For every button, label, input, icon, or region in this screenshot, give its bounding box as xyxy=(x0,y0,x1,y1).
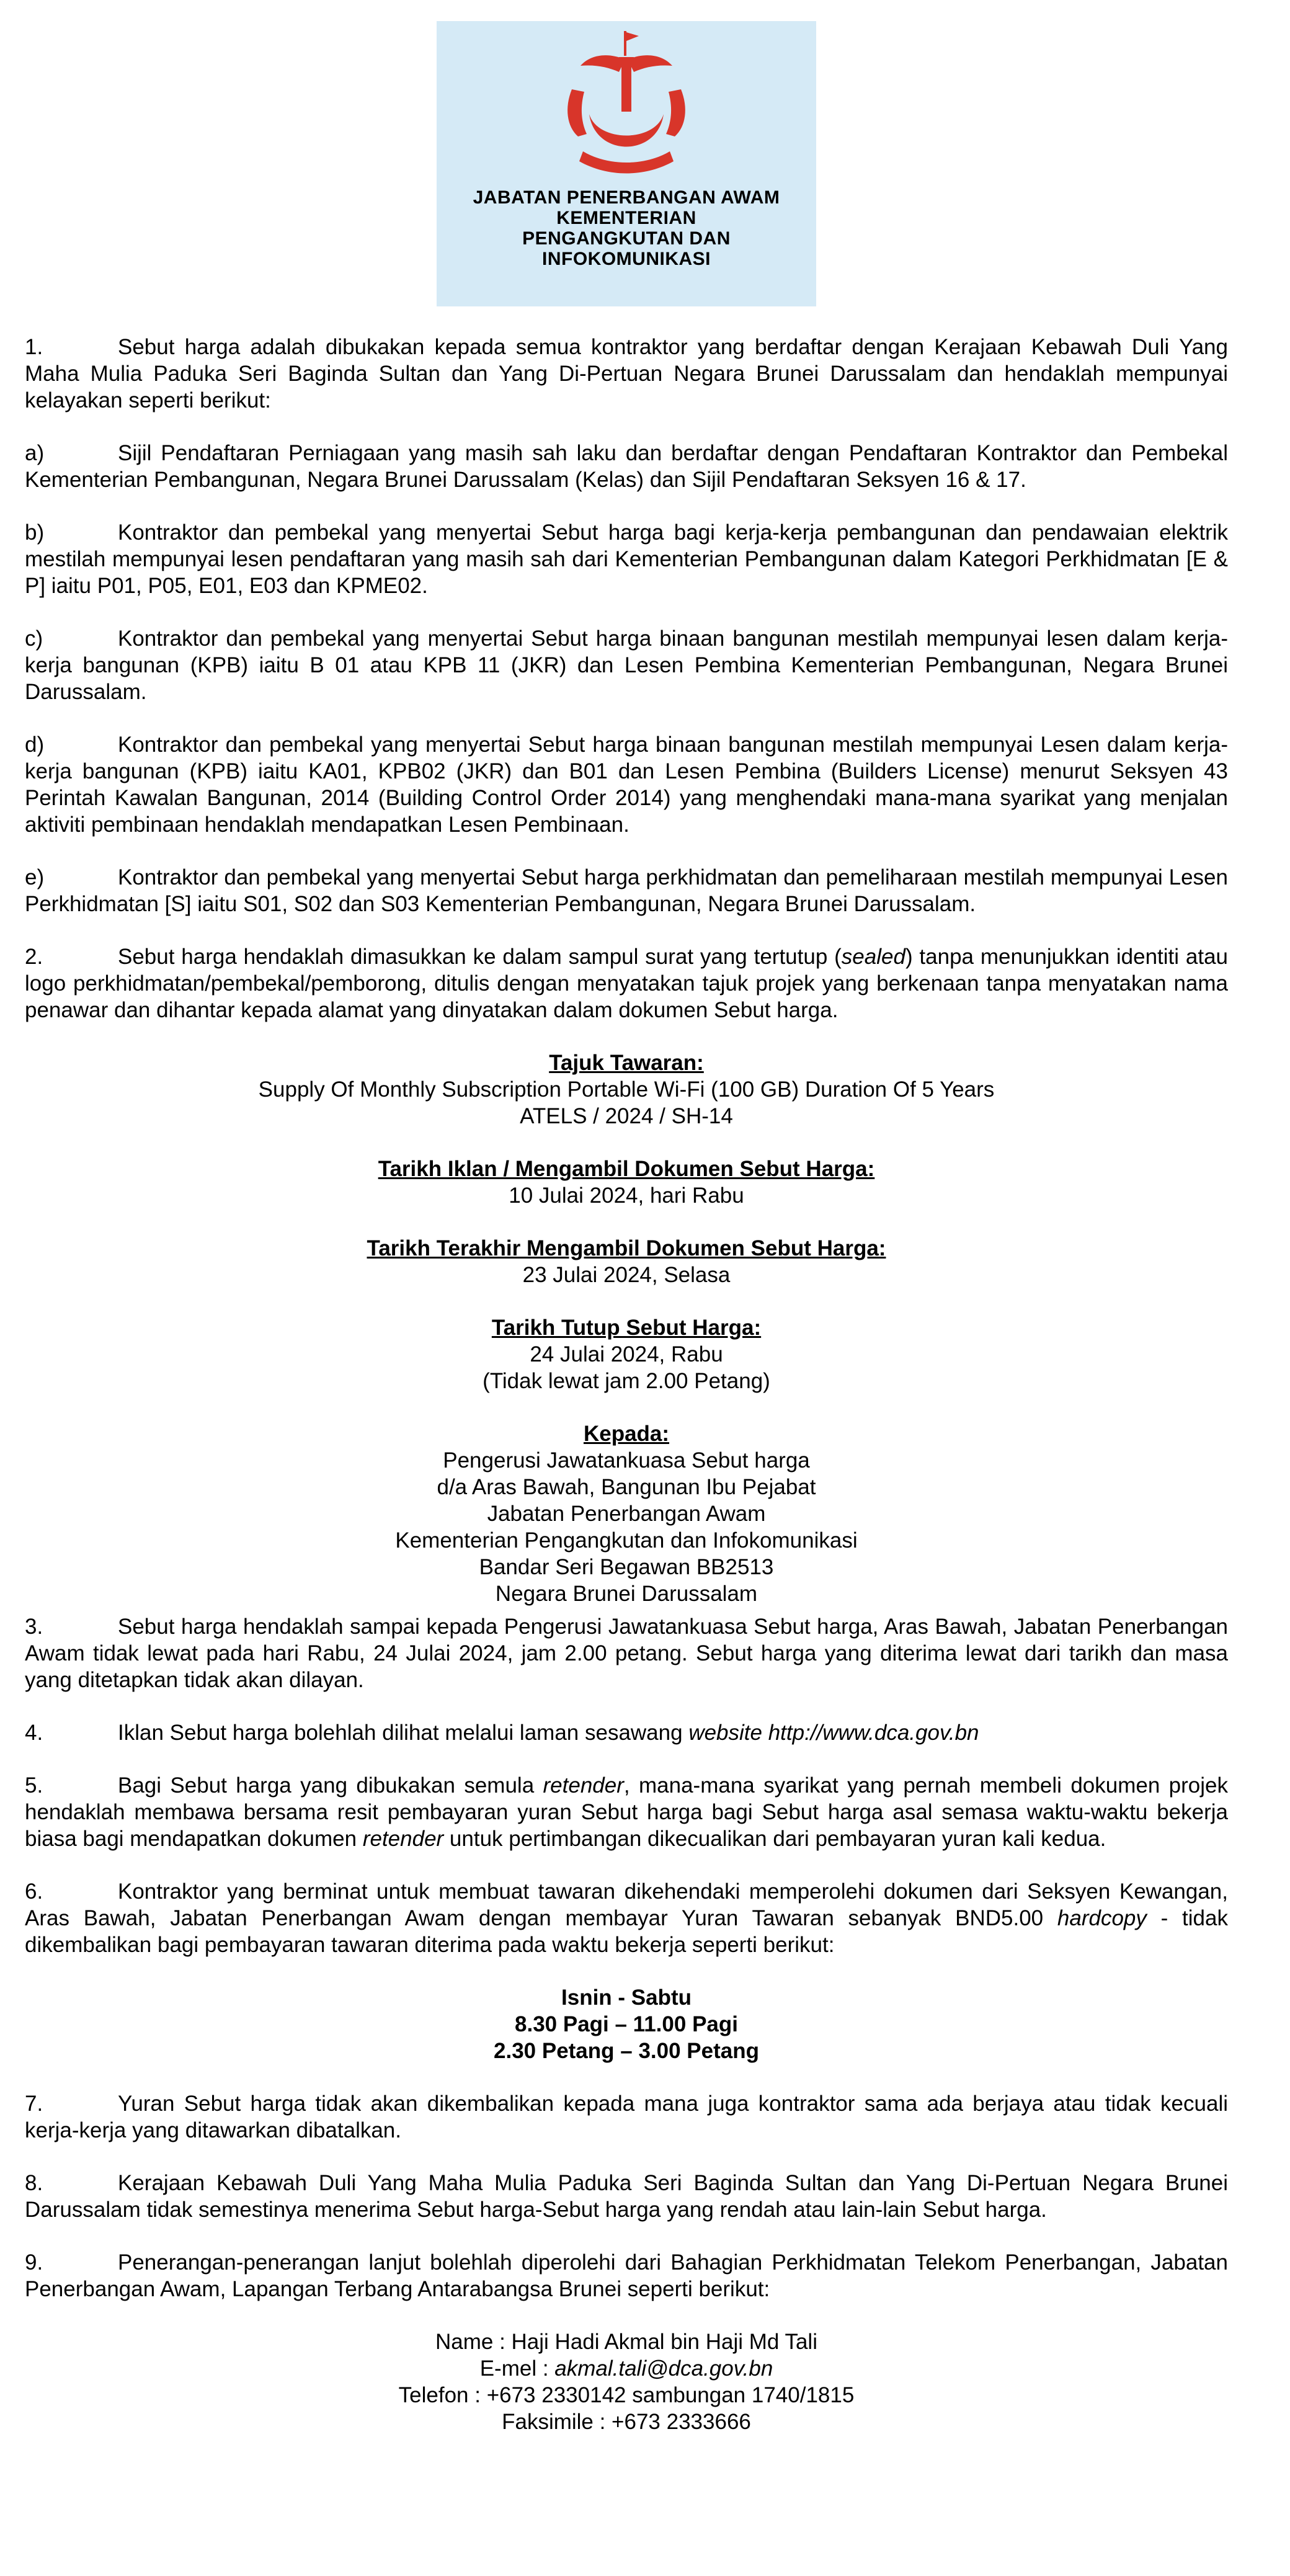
tajuk-tawaran-section xyxy=(25,1050,1228,1130)
paragraph-italic: hardcopy xyxy=(1057,1906,1147,1930)
agency-header xyxy=(437,21,816,306)
paragraph-text: ) tanpa menunjukkan identiti atau logo perkhidmatan/pembekal/pemborong, ditulis dengan menyatakan tajuk projek yang berkenaan tanpa menyatakan nama penawar dan dihantar kepada alamat yang dinyatakan dalam dokumen Sebut harga. xyxy=(25,945,1228,1022)
paragraph-text: Kontraktor dan pembekal yang menyertai Sebut harga perkhidmatan dan pemeliharaan mestilah mempunyai Lesen Perkhidmatan [S] iaitu S01, S02 dan S03 Kementerian Pembangunan, Negara Brunei Darussalam. xyxy=(25,865,1228,916)
tarikh-terakhir-section xyxy=(25,1235,1228,1288)
paragraph-a xyxy=(25,440,1228,493)
paragraph-5 xyxy=(25,1772,1228,1852)
paragraph-number: e) xyxy=(25,865,45,889)
email-link[interactable]: akmal.tali@dca.gov.bn xyxy=(554,2356,773,2381)
address-line: Bandar Seri Begawan BB2513 xyxy=(479,1555,774,1579)
agency-name xyxy=(437,187,816,269)
section-value: (Tidak lewat jam 2.00 Petang) xyxy=(483,1369,770,1393)
notice-body xyxy=(25,334,1228,2435)
tender-reference: ATELS / 2024 / SH-14 xyxy=(520,1104,733,1128)
paragraph-7 xyxy=(25,2090,1228,2144)
contact-details xyxy=(25,2329,1228,2435)
paragraph-text: untuk pertimbangan dikecualikan dari pembayaran yuran kali kedua. xyxy=(443,1827,1106,1851)
contact-name: Name : Haji Hadi Akmal bin Haji Md Tali xyxy=(435,2330,817,2354)
section-heading: Tarikh Iklan / Mengambil Dokumen Sebut Harga: xyxy=(378,1157,875,1181)
paragraph-number: 2. xyxy=(25,945,43,969)
paragraph-6 xyxy=(25,1878,1228,1958)
paragraph-text: - tidak dikembalikan bagi pembayaran tawaran diterima pada waktu bekerja seperti berikut: xyxy=(25,1906,1228,1957)
paragraph-italic: retender xyxy=(543,1773,624,1798)
paragraph-text: Kerajaan Kebawah Duli Yang Maha Mulia Paduka Seri Baginda Sultan dan Yang Di-Pertuan Negara Brunei Darussalam tidak semestinya menerima Sebut harga-Sebut harga yang rendah atau lain-lain Sebut harga. xyxy=(25,2171,1228,2222)
paragraph-text: Penerangan-penerangan lanjut bolehlah diperolehi dari Bahagian Perkhidmatan Telekom Penerbangan, Jabatan Penerbangan Awam, Lapangan Terbang Antarabangsa Brunei seperti berikut: xyxy=(25,2250,1228,2301)
paragraph-number: 4. xyxy=(25,1721,43,1745)
paragraph-text: Sijil Pendaftaran Perniagaan yang masih sah laku dan berdaftar dengan Pendaftaran Kontraktor dan Pembekal Kementerian Pembangunan, Negara Brunei Darussalam (Kelas) dan Sijil Pendaftaran Seksyen 16 & 17. xyxy=(25,441,1228,492)
agency-line: JABATAN PENERBANGAN AWAM xyxy=(473,187,780,208)
agency-line: INFOKOMUNIKASI xyxy=(542,249,711,269)
paragraph-9 xyxy=(25,2249,1228,2302)
paragraph-text: Kontraktor yang berminat untuk membuat tawaran dikehendaki memperolehi dokumen dari Seksyen Kewangan, Aras Bawah, Jabatan Penerbangan Awam dengan membayar Yuran Tawaran sebanyak BND5.00 xyxy=(25,1879,1228,1930)
address-line: Jabatan Penerbangan Awam xyxy=(487,1502,766,1526)
paragraph-italic: sealed xyxy=(841,945,905,969)
contact-fax: Faksimile : +673 2333666 xyxy=(502,2410,751,2434)
paragraph-text: , mana-mana syarikat yang pernah membeli dokumen projek hendaklah membawa bersama resit pembayaran yuran Sebut harga bagi Sebut harga asal semasa waktu-waktu bekerja biasa bagi mendapatkan dokumen xyxy=(25,1773,1228,1851)
paragraph-8 xyxy=(25,2170,1228,2223)
paragraph-number: c) xyxy=(25,626,43,651)
brunei-crest-icon xyxy=(546,27,707,182)
paragraph-text: Sebut harga hendaklah dimasukkan ke dalam sampul surat yang tertutup ( xyxy=(118,945,842,969)
paragraph-c xyxy=(25,625,1228,705)
paragraph-e xyxy=(25,864,1228,917)
paragraph-number: a) xyxy=(25,441,45,465)
address-line: Negara Brunei Darussalam xyxy=(495,1582,758,1606)
paragraph-4 xyxy=(25,1719,1228,1746)
paragraph-text: Bagi Sebut harga yang dibukakan semula xyxy=(118,1773,543,1798)
address-line: Pengerusi Jawatankuasa Sebut harga xyxy=(443,1448,810,1473)
paragraph-number: d) xyxy=(25,733,45,757)
tender-title: Supply Of Monthly Subscription Portable Wi-Fi (100 GB) Duration Of 5 Years xyxy=(258,1077,995,1102)
paragraph-number: 5. xyxy=(25,1773,43,1798)
office-hours xyxy=(25,1984,1228,2064)
agency-line: PENGANGKUTAN DAN xyxy=(522,228,731,249)
hours-days: Isnin - Sabtu xyxy=(561,1985,692,2010)
paragraph-number: 1. xyxy=(25,335,43,359)
section-value: 10 Julai 2024, hari Rabu xyxy=(509,1183,744,1208)
section-heading: Tajuk Tawaran: xyxy=(549,1051,704,1075)
paragraph-number: 8. xyxy=(25,2171,43,2195)
paragraph-number: 6. xyxy=(25,1879,43,1904)
paragraph-text: Yuran Sebut harga tidak akan dikembalikan kepada mana juga kontraktor sama ada berjaya atau tidak kecuali kerja-kerja yang ditawarkan dibatalkan. xyxy=(25,2092,1228,2142)
paragraph-text: Kontraktor dan pembekal yang menyertai Sebut harga binaan bangunan mestilah mempunyai lesen dalam kerja-kerja bangunan (KPB) iaitu B 01 atau KPB 11 (JKR) dan Lesen Pembina Kementerian Pembangunan, Negara Brunei Darussalam. xyxy=(25,626,1228,704)
paragraph-2 xyxy=(25,943,1228,1023)
section-heading: Tarikh Tutup Sebut Harga: xyxy=(491,1316,762,1340)
kepada-section xyxy=(25,1420,1228,1607)
paragraph-text: Sebut harga hendaklah sampai kepada Pengerusi Jawatankuasa Sebut harga, Aras Bawah, Jabatan Penerbangan Awam tidak lewat pada hari Rabu, 24 Julai 2024, jam 2.00 petang. Sebut harga yang diterima lewat dari tarikh dan masa yang ditetapkan tidak akan dilayan. xyxy=(25,1615,1228,1692)
paragraph-text: Kontraktor dan pembekal yang menyertai Sebut harga binaan bangunan mestilah mempunyai Lesen dalam kerja-kerja bangunan (KPB) iaitu KA01, KPB02 (JKR) dan B01 dan Lesen Pembina (Builders License) menurut Seksyen 43 Perintah Kawalan Bangunan, 2014 (Building Control Order 2014) yang menghendaki mana-mana syarikat yang menjalan aktiviti pembinaan hendaklah mendapatkan Lesen Pembinaan. xyxy=(25,733,1228,837)
paragraph-number: 7. xyxy=(25,2092,43,2116)
paragraph-text: Iklan Sebut harga bolehlah dilihat melalui laman sesawang xyxy=(118,1721,689,1745)
section-heading: Tarikh Terakhir Mengambil Dokumen Sebut Harga: xyxy=(367,1236,886,1260)
tarikh-iklan-section xyxy=(25,1156,1228,1209)
hours-afternoon: 2.30 Petang – 3.00 Petang xyxy=(494,2039,759,2063)
paragraph-3 xyxy=(25,1613,1228,1693)
paragraph-text: Sebut harga adalah dibukakan kepada semua kontraktor yang berdaftar dengan Kerajaan Kebawah Duli Yang Maha Mulia Paduka Seri Baginda Sultan dan Yang Di-Pertuan Negara Brunei Darussalam dan hendaklah mempunyai kelayakan seperti berikut: xyxy=(25,335,1228,412)
paragraph-1 xyxy=(25,334,1228,414)
paragraph-b xyxy=(25,519,1228,599)
paragraph-italic: retender xyxy=(362,1827,444,1851)
agency-line: KEMENTERIAN xyxy=(556,208,696,228)
paragraph-number: 3. xyxy=(25,1615,43,1639)
section-value: 24 Julai 2024, Rabu xyxy=(530,1342,723,1366)
email-label: E-mel : xyxy=(479,2356,555,2381)
paragraph-number: 9. xyxy=(25,2250,43,2275)
hours-morning: 8.30 Pagi – 11.00 Pagi xyxy=(515,2012,738,2036)
paragraph-d xyxy=(25,731,1228,838)
address-line: Kementerian Pengangkutan dan Infokomunikasi xyxy=(395,1528,858,1553)
website-link[interactable]: website http://www.dca.gov.bn xyxy=(688,1721,979,1745)
section-heading: Kepada: xyxy=(583,1422,670,1446)
tarikh-tutup-section xyxy=(25,1314,1228,1394)
contact-email-line xyxy=(25,2355,1228,2382)
address-line: d/a Aras Bawah, Bangunan Ibu Pejabat xyxy=(437,1475,816,1499)
paragraph-number: b) xyxy=(25,520,45,545)
contact-phone: Telefon : +673 2330142 sambungan 1740/1815 xyxy=(398,2383,855,2407)
section-value: 23 Julai 2024, Selasa xyxy=(522,1263,731,1287)
paragraph-text: Kontraktor dan pembekal yang menyertai Sebut harga bagi kerja-kerja pembangunan dan pendawaian elektrik mestilah mempunyai lesen pendaftaran yang masih sah dari Kementerian Pembangunan dalam Kategori Perkhidmatan [E & P] iaitu P01, P05, E01, E03 dan KPME02. xyxy=(25,520,1228,598)
